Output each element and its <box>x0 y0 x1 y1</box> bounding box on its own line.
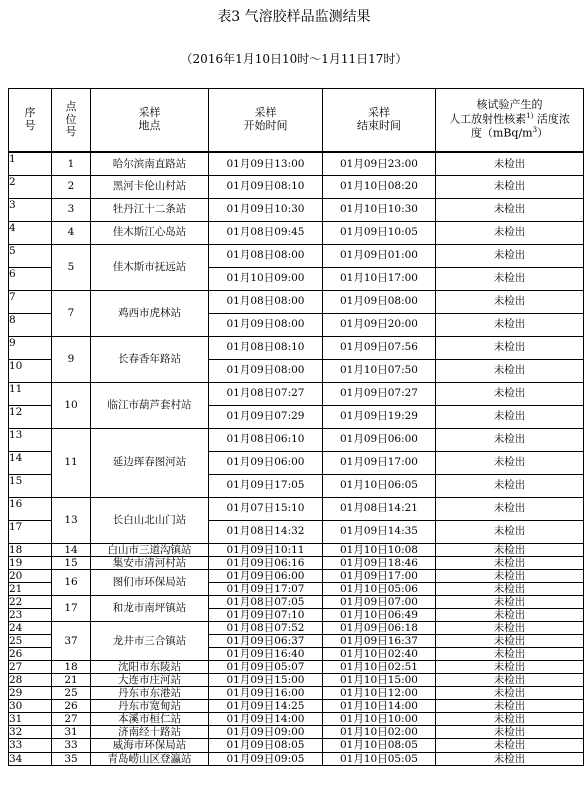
end-time-cell: 01月10日15:00 <box>323 674 436 687</box>
end-time-cell: 01月09日06:00 <box>323 428 436 451</box>
end-time-cell: 01月10日02:40 <box>323 648 436 661</box>
location-cell: 图们市环保局站 <box>91 569 209 595</box>
start-time-cell: 01月09日07:10 <box>209 608 323 621</box>
location-cell: 丹东市宽甸站 <box>91 700 209 713</box>
start-time-cell: 01月08日08:00 <box>209 290 323 313</box>
seq-cell: 12 <box>9 405 52 428</box>
point-cell: 11 <box>52 428 91 497</box>
end-time-cell: 01月09日01:00 <box>323 244 436 267</box>
result-cell: 未检出 <box>436 726 584 739</box>
result-cell: 未检出 <box>436 582 584 595</box>
seq-cell: 4 <box>9 221 52 244</box>
table-row <box>9 700 584 713</box>
location-cell: 龙井市三合镇站 <box>91 621 209 660</box>
seq-cell: 31 <box>9 713 52 726</box>
table-row <box>9 752 584 765</box>
point-cell: 9 <box>52 336 91 382</box>
point-cell: 27 <box>52 713 91 726</box>
result-cell: 未检出 <box>436 359 584 382</box>
end-time-cell: 01月09日10:05 <box>323 221 436 244</box>
result-cell: 未检出 <box>436 687 584 700</box>
result-cell: 未检出 <box>436 661 584 674</box>
point-cell: 15 <box>52 556 91 569</box>
table-row <box>9 713 584 726</box>
end-time-cell: 01月10日14:00 <box>323 700 436 713</box>
point-cell: 35 <box>52 752 91 765</box>
start-time-cell: 01月08日07:52 <box>209 621 323 634</box>
start-time-cell: 01月09日08:05 <box>209 739 323 752</box>
location-cell: 沈阳市东陵站 <box>91 661 209 674</box>
point-cell: 4 <box>52 221 91 244</box>
start-time-cell: 01月09日08:10 <box>209 175 323 198</box>
result-cell: 未检出 <box>436 451 584 474</box>
end-time-cell: 01月10日17:00 <box>323 267 436 290</box>
result-cell: 未检出 <box>436 221 584 244</box>
end-time-cell: 01月10日08:05 <box>323 739 436 752</box>
location-cell: 青岛崂山区登瀛站 <box>91 752 209 765</box>
result-cell: 未检出 <box>436 497 584 520</box>
location-cell: 鸡西市虎林站 <box>91 290 209 336</box>
location-cell: 佳木斯市抚远站 <box>91 244 209 290</box>
result-cell: 未检出 <box>436 267 584 290</box>
point-cell: 3 <box>52 198 91 221</box>
location-cell: 威海市环保局站 <box>91 739 209 752</box>
point-cell: 21 <box>52 674 91 687</box>
point-cell: 33 <box>52 739 91 752</box>
seq-cell: 22 <box>9 595 52 608</box>
header-row <box>9 89 584 153</box>
result-cell: 未检出 <box>436 382 584 405</box>
seq-cell: 28 <box>9 674 52 687</box>
result-cell: 未检出 <box>436 713 584 726</box>
result-cell: 未检出 <box>436 313 584 336</box>
location-cell: 佳木斯江心岛站 <box>91 221 209 244</box>
table-row <box>9 221 584 244</box>
end-time-cell: 01月09日16:37 <box>323 634 436 647</box>
end-time-cell: 01月09日06:18 <box>323 621 436 634</box>
result-cell: 未检出 <box>436 569 584 582</box>
header-location: 采样 地点 <box>91 89 209 153</box>
table-row <box>9 569 584 582</box>
start-time-cell: 01月09日06:16 <box>209 556 323 569</box>
start-time-cell: 01月09日16:40 <box>209 648 323 661</box>
seq-cell: 2 <box>9 175 52 198</box>
table-row <box>9 336 584 359</box>
table-row <box>9 674 584 687</box>
end-time-cell: 01月10日06:49 <box>323 608 436 621</box>
point-cell: 25 <box>52 687 91 700</box>
end-time-cell: 01月09日07:00 <box>323 595 436 608</box>
table-body <box>9 152 584 765</box>
table-title: 表3 气溶胶样品监测结果 <box>217 9 371 25</box>
start-time-cell: 01月09日08:00 <box>209 313 323 336</box>
point-cell: 31 <box>52 726 91 739</box>
seq-cell: 1 <box>9 152 52 175</box>
end-time-cell: 01月09日19:29 <box>323 405 436 428</box>
point-cell: 2 <box>52 175 91 198</box>
location-cell: 济南经十路站 <box>91 726 209 739</box>
header-end-time: 采样 结束时间 <box>323 89 436 153</box>
end-time-cell: 01月09日17:00 <box>323 569 436 582</box>
seq-cell: 32 <box>9 726 52 739</box>
table-row <box>9 621 584 634</box>
start-time-cell: 01月08日07:05 <box>209 595 323 608</box>
result-cell: 未检出 <box>436 700 584 713</box>
table-row <box>9 497 584 520</box>
result-cell: 未检出 <box>436 198 584 221</box>
end-time-cell: 01月09日08:00 <box>323 290 436 313</box>
start-time-cell: 01月09日06:00 <box>209 451 323 474</box>
result-cell: 未检出 <box>436 290 584 313</box>
start-time-cell: 01月09日05:07 <box>209 661 323 674</box>
location-cell: 长春香年路站 <box>91 336 209 382</box>
result-cell: 未检出 <box>436 543 584 556</box>
start-time-cell: 01月08日06:10 <box>209 428 323 451</box>
seq-cell: 33 <box>9 739 52 752</box>
location-cell: 哈尔滨南直路站 <box>91 152 209 175</box>
location-cell: 牡丹江十二条站 <box>91 198 209 221</box>
start-time-cell: 01月09日10:11 <box>209 543 323 556</box>
start-time-cell: 01月09日15:00 <box>209 674 323 687</box>
start-time-cell: 01月09日07:29 <box>209 405 323 428</box>
location-cell: 集安市清河村站 <box>91 556 209 569</box>
seq-cell: 8 <box>9 313 52 336</box>
result-cell: 未检出 <box>436 752 584 765</box>
seq-cell: 10 <box>9 359 52 382</box>
start-time-cell: 01月09日16:00 <box>209 687 323 700</box>
start-time-cell: 01月09日13:00 <box>209 152 323 175</box>
seq-cell: 27 <box>9 661 52 674</box>
end-time-cell: 01月10日06:05 <box>323 474 436 497</box>
start-time-cell: 01月08日08:00 <box>209 244 323 267</box>
end-time-cell: 01月09日23:00 <box>323 152 436 175</box>
location-cell: 黑河卡伦山村站 <box>91 175 209 198</box>
location-cell: 丹东市东港站 <box>91 687 209 700</box>
end-time-cell: 01月09日07:56 <box>323 336 436 359</box>
table-row <box>9 556 584 569</box>
end-time-cell: 01月10日08:20 <box>323 175 436 198</box>
header-point: 点 位 号 <box>52 89 91 153</box>
table-row <box>9 661 584 674</box>
point-cell: 1 <box>52 152 91 175</box>
end-time-cell: 01月09日18:46 <box>323 556 436 569</box>
seq-cell: 20 <box>9 569 52 582</box>
seq-cell: 3 <box>9 198 52 221</box>
end-time-cell: 01月10日02:00 <box>323 726 436 739</box>
seq-cell: 14 <box>9 451 52 474</box>
seq-cell: 16 <box>9 497 52 520</box>
seq-cell: 17 <box>9 520 52 543</box>
header-activity-concentration: 核试验产生的 人工放射性核素$^{1)}$ 活度浓 度$(mBq/m^3)$ <box>436 89 584 153</box>
result-cell: 未检出 <box>436 595 584 608</box>
seq-cell: 13 <box>9 428 52 451</box>
result-cell: 未检出 <box>436 674 584 687</box>
start-time-cell: 01月07日15:10 <box>209 497 323 520</box>
result-cell: 未检出 <box>436 520 584 543</box>
table-subtitle: （2016年1月10日10时～1月11日17时） <box>180 52 408 66</box>
header-seq: 序 号 <box>9 89 52 153</box>
seq-cell: 15 <box>9 474 52 497</box>
table-row <box>9 198 584 221</box>
start-time-cell: 01月08日14:32 <box>209 520 323 543</box>
table-row <box>9 739 584 752</box>
table-row <box>9 290 584 313</box>
seq-cell: 25 <box>9 634 52 647</box>
table-row <box>9 175 584 198</box>
point-cell: 16 <box>52 569 91 595</box>
location-cell: 延边珲春图河站 <box>91 428 209 497</box>
seq-cell: 6 <box>9 267 52 290</box>
end-time-cell: 01月09日07:27 <box>323 382 436 405</box>
seq-cell: 11 <box>9 382 52 405</box>
end-time-cell: 01月09日20:00 <box>323 313 436 336</box>
seq-cell: 7 <box>9 290 52 313</box>
point-cell: 13 <box>52 497 91 543</box>
start-time-cell: 01月09日09:05 <box>209 752 323 765</box>
start-time-cell: 01月09日06:37 <box>209 634 323 647</box>
end-time-cell: 01月10日07:50 <box>323 359 436 382</box>
location-cell: 白山市三道沟镇站 <box>91 543 209 556</box>
end-time-cell: 01月10日10:08 <box>323 543 436 556</box>
start-time-cell: 01月09日14:25 <box>209 700 323 713</box>
result-cell: 未检出 <box>436 621 584 634</box>
seq-cell: 5 <box>9 244 52 267</box>
end-time-cell: 01月08日14:21 <box>323 497 436 520</box>
result-cell: 未检出 <box>436 634 584 647</box>
header-start-time: 采样 开始时间 <box>209 89 323 153</box>
seq-cell: 29 <box>9 687 52 700</box>
start-time-cell: 01月09日17:05 <box>209 474 323 497</box>
end-time-cell: 01月10日12:00 <box>323 687 436 700</box>
seq-cell: 19 <box>9 556 52 569</box>
location-cell: 长白山北山门站 <box>91 497 209 543</box>
table-row <box>9 543 584 556</box>
start-time-cell: 01月09日06:00 <box>209 569 323 582</box>
start-time-cell: 01月08日08:10 <box>209 336 323 359</box>
seq-cell: 9 <box>9 336 52 359</box>
seq-cell: 26 <box>9 648 52 661</box>
result-cell: 未检出 <box>436 336 584 359</box>
table-row <box>9 382 584 405</box>
location-cell: 大连市庄河站 <box>91 674 209 687</box>
end-time-cell: 01月10日05:05 <box>323 752 436 765</box>
end-time-cell: 01月09日17:00 <box>323 451 436 474</box>
start-time-cell: 01月08日09:45 <box>209 221 323 244</box>
location-cell: 临江市葫芦套村站 <box>91 382 209 428</box>
point-cell: 10 <box>52 382 91 428</box>
seq-cell: 34 <box>9 752 52 765</box>
seq-cell: 21 <box>9 582 52 595</box>
seq-cell: 24 <box>9 621 52 634</box>
table-row <box>9 152 584 175</box>
result-cell: 未检出 <box>436 428 584 451</box>
end-time-cell: 01月10日10:00 <box>323 713 436 726</box>
start-time-cell: 01月09日14:00 <box>209 713 323 726</box>
results-table <box>8 88 584 766</box>
table-row <box>9 428 584 451</box>
start-time-cell: 01月09日08:00 <box>209 359 323 382</box>
result-cell: 未检出 <box>436 648 584 661</box>
result-cell: 未检出 <box>436 608 584 621</box>
seq-cell: 18 <box>9 543 52 556</box>
point-cell: 18 <box>52 661 91 674</box>
table-row <box>9 726 584 739</box>
seq-cell: 23 <box>9 608 52 621</box>
result-cell: 未检出 <box>436 152 584 175</box>
table-row <box>9 244 584 267</box>
result-cell: 未检出 <box>436 474 584 497</box>
point-cell: 26 <box>52 700 91 713</box>
start-time-cell: 01月08日07:27 <box>209 382 323 405</box>
location-cell: 和龙市南坪镇站 <box>91 595 209 621</box>
start-time-cell: 01月09日10:30 <box>209 198 323 221</box>
point-cell: 5 <box>52 244 91 290</box>
table-row <box>9 687 584 700</box>
point-cell: 17 <box>52 595 91 621</box>
point-cell: 7 <box>52 290 91 336</box>
result-cell: 未检出 <box>436 244 584 267</box>
end-time-cell: 01月10日10:30 <box>323 198 436 221</box>
result-cell: 未检出 <box>436 739 584 752</box>
seq-cell: 30 <box>9 700 52 713</box>
result-cell: 未检出 <box>436 556 584 569</box>
result-cell: 未检出 <box>436 175 584 198</box>
start-time-cell: 01月09日09:00 <box>209 726 323 739</box>
start-time-cell: 01月09日17:07 <box>209 582 323 595</box>
point-cell: 37 <box>52 621 91 660</box>
end-time-cell: 01月09日14:35 <box>323 520 436 543</box>
table-row <box>9 595 584 608</box>
start-time-cell: 01月10日09:00 <box>209 267 323 290</box>
location-cell: 本溪市桓仁站 <box>91 713 209 726</box>
end-time-cell: 01月10日02:51 <box>323 661 436 674</box>
end-time-cell: 01月10日05:06 <box>323 582 436 595</box>
point-cell: 14 <box>52 543 91 556</box>
result-cell: 未检出 <box>436 405 584 428</box>
